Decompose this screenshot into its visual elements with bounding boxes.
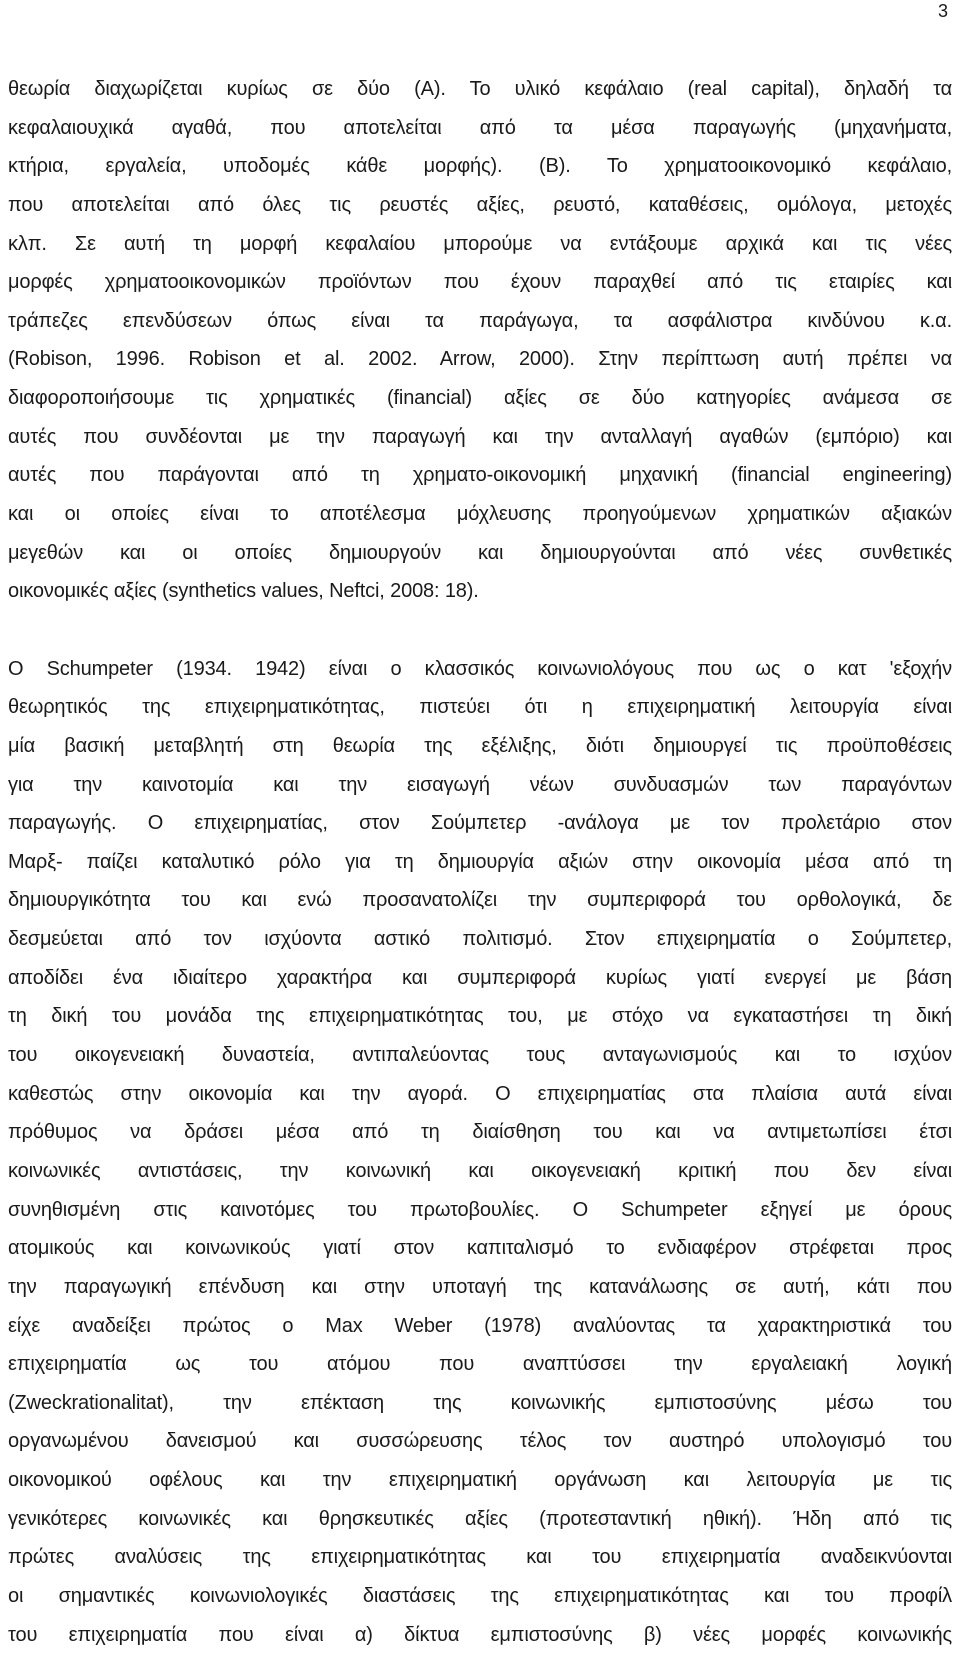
text-line: κοινωνικές αντιστάσεις, την κοινωνική και οικογενειακή κριτική που δεν είναι xyxy=(8,1159,952,1182)
text-line: κεφαλαιουχικά αγαθά, που αποτελείται από τα μέσα παραγωγής (μηχανήματα, xyxy=(8,116,952,139)
text-line: του επιχειρηματία που είναι α) δίκτυα εμπιστοσύνης β) νέες μορφές κοινωνικής xyxy=(8,1623,952,1646)
text-line: Μαρξ- παίζει καταλυτικό ρόλο για τη δημιουργία αξιών στην οικονομία μέσα από τη xyxy=(8,850,952,873)
text-line: οργανωμένου δανεισμού και συσσώρευσης τέλος τον αυστηρό υπολογισμό του xyxy=(8,1430,952,1453)
paragraph-gap xyxy=(8,611,952,650)
paragraph-capital-types xyxy=(8,70,952,611)
page-number: 3 xyxy=(937,1,948,21)
text-line: είχε αναδείξει πρώτος ο Max Weber (1978) αναλύοντας τα χαρακτηριστικά του xyxy=(8,1314,952,1337)
text-line: δημιουργικότητα του και ενώ προσανατολίζει την συμπεριφορά του ορθολογικά, δε xyxy=(8,889,952,912)
text-line: του οικογενειακή δυναστεία, αντιπαλεύοντας τους ανταγωνισμούς και το ισχύον xyxy=(8,1044,952,1067)
text-line: για την καινοτομία και την εισαγωγή νέων συνδυασμών των παραγόντων xyxy=(8,773,952,796)
text-line: την παραγωγική επένδυση και στην υποταγή της κατανάλωσης σε αυτή, κάτι που xyxy=(8,1275,952,1298)
text-line: Ο Schumpeter (1934. 1942) είναι ο κλασσικός κοινωνιολόγους που ως ο κατ 'εξοχήν xyxy=(8,657,952,680)
text-line: πρώτες αναλύσεις της επιχειρηματικότητας και του επιχειρηματία αναδεικνύονται xyxy=(8,1546,952,1569)
text-line: γενικότερες κοινωνικές και θρησκευτικές αξίες (προτεσταντική ηθική). Ήδη από τις xyxy=(8,1507,952,1530)
text-line: (Zweckrationalitat), την επέκταση της κοινωνικής εμπιστοσύνης μέσω του xyxy=(8,1391,952,1414)
text-line: μεγεθών και οι οποίες δημιουργούν και δημιουργούνται από νέες συνθετικές xyxy=(8,541,952,564)
text-line: θεωρία διαχωρίζεται κυρίως σε δύο (Α). Το υλικό κεφάλαιο (real capital), δηλαδή τα xyxy=(8,78,952,100)
text-line: μία βασική μεταβλητή στη θεωρία της εξέλιξης, διότι δημιουργεί τις προϋποθέσεις xyxy=(8,734,952,757)
text-line: οικονομικές αξίες (synthetics values, Neftci, 2008: 18). xyxy=(8,580,479,603)
text-line: αποδίδει ένα ιδιαίτερο χαρακτήρα και συμπεριφορά κυρίως γιατί ενεργεί με βάση xyxy=(8,966,952,989)
text-line: δεσμεύεται από τον ισχύοντα αστικό πολιτισμό. Στον επιχειρηματία ο Σούμπετερ, xyxy=(8,928,952,951)
document-body xyxy=(8,70,952,1654)
text-line: που αποτελείται από όλες τις ρευστές αξίες, ρευστό, καταθέσεις, ομόλογα, μετοχές xyxy=(8,193,952,216)
text-line: συνηθισμένη στις καινοτόμες του πρωτοβουλίες. Ο Schumpeter εξηγεί με όρους xyxy=(8,1198,952,1221)
text-line: επιχειρηματία ως του ατόμου που αναπτύσσει την εργαλειακή λογική xyxy=(8,1353,952,1376)
text-line: αυτές που παράγονται από τη χρηματο-οικονομική μηχανική (financial engineering) xyxy=(8,464,952,487)
text-line: οι σημαντικές κοινωνιολογικές διαστάσεις της επιχειρηματικότητας και του προφίλ xyxy=(8,1584,952,1607)
text-line: θεωρητικός της επιχειρηματικότητας, πιστεύει ότι η επιχειρηματική λειτουργία είναι xyxy=(8,696,952,719)
text-line: αυτές που συνδέονται με την παραγωγή και την ανταλλαγή αγαθών (εμπόριο) και xyxy=(8,425,952,448)
text-line: διαφοροποιήσουμε τις χρηματικές (financial) αξίες σε δύο κατηγορίες ανάμεσα σε xyxy=(8,387,952,410)
text-line: ατομικούς και κοινωνικούς γιατί στον καπιταλισμό το ενδιαφέρον στρέφεται προς xyxy=(8,1237,952,1260)
text-line: τράπεζες επενδύσεων όπως είναι τα παράγωγα, τα ασφάλιστρα κινδύνου κ.α. xyxy=(8,309,952,332)
text-line: καθεστώς στην οικονομία και την αγορά. Ο επιχειρηματίας στα πλαίσια αυτά είναι xyxy=(8,1082,952,1105)
text-line: τη δική του μονάδα της επιχειρηματικότητας του, με στόχο να εγκαταστήσει τη δική xyxy=(8,1005,952,1028)
text-line: οικονομικού οφέλους και την επιχειρηματική οργάνωση και λειτουργία με τις xyxy=(8,1469,952,1492)
text-line: κλπ. Σε αυτή τη μορφή κεφαλαίου μπορούμε να εντάξουμε αρχικά και τις νέες xyxy=(8,232,952,255)
paragraph-schumpeter xyxy=(8,650,952,1655)
text-line: παραγωγής. Ο επιχειρηματίας, στον Σούμπετερ -ανάλογα με τον προλετάριο στον xyxy=(8,812,952,835)
text-line: μορφές χρηματοοικονομικών προϊόντων που έχουν παραχθεί από τις εταιρίες και xyxy=(8,271,952,294)
text-line: (Robison, 1996. Robison et al. 2002. Arrow, 2000). Στην περίπτωση αυτή πρέπει να xyxy=(8,348,952,371)
text-line: και οι οποίες είναι το αποτέλεσμα μόχλευσης προηγούμενων χρηματικών αξιακών xyxy=(8,503,952,526)
text-line: πρόθυμος να δράσει μέσα από τη διαίσθηση του και να αντιμετωπίσει έτσι xyxy=(8,1121,952,1144)
text-line: κτήρια, εργαλεία, υποδομές κάθε μορφής). (Β). Το χρηματοοικονομικό κεφάλαιο, xyxy=(8,155,952,178)
